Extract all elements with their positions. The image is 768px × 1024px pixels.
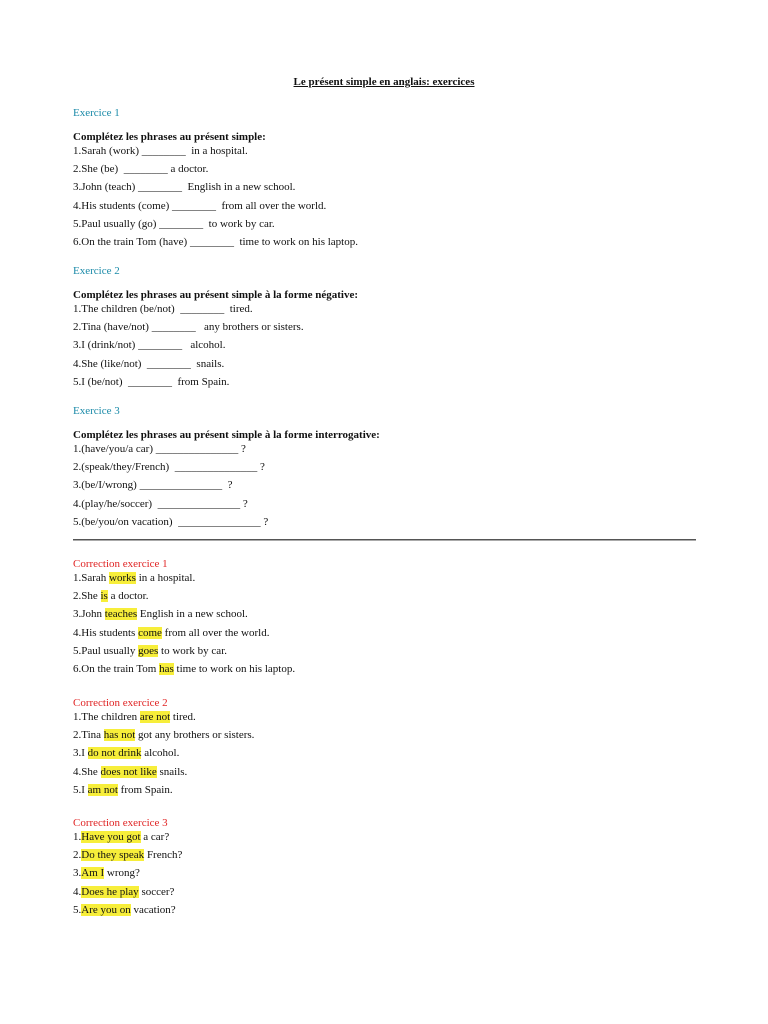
- correction-line: 1.The children are not tired.: [73, 711, 196, 723]
- answer-highlight: am not: [87, 783, 118, 796]
- exercise-instruction: Complétez les phrases au présent simple:: [73, 131, 266, 143]
- exercise-heading: Exercice 1: [73, 107, 120, 119]
- answer-highlight: works: [109, 572, 136, 584]
- correction-line: 2.Do they speak French?: [73, 849, 183, 862]
- correction-line: 2.Tina has not got any brothers or sisters.: [73, 729, 255, 742]
- exercise-line: 1.The children (be/not) ________ tired.: [73, 303, 253, 315]
- correction-heading: Correction exercice 2: [73, 697, 168, 709]
- exercise-line: 1.(have/you/a car) _______________ ?: [73, 443, 246, 455]
- correction-line: 1.Sarah works in a hospital.: [73, 572, 196, 584]
- answer-highlight: Do they speak: [81, 849, 145, 862]
- exercise-instruction: Complétez les phrases au présent simple à la forme négative:: [73, 289, 359, 301]
- correction-3: [73, 816, 713, 921]
- answer-highlight: has: [159, 662, 174, 675]
- answer-highlight: Are you on: [81, 903, 131, 916]
- correction-line: 4.His students come from all over the world.: [73, 626, 270, 639]
- correction-1: [73, 557, 713, 680]
- answer-highlight: goes: [138, 644, 159, 657]
- exercise-heading: Exercice 3: [73, 405, 120, 417]
- exercise-line: 4.She (like/not) ________ snails.: [73, 357, 225, 370]
- correction-line: 6.On the train Tom has time to work on his laptop.: [73, 662, 296, 675]
- correction-line: 4.Does he play soccer?: [73, 885, 175, 898]
- correction-heading: Correction exercice 3: [73, 817, 168, 829]
- answer-highlight: has not: [103, 729, 136, 742]
- correction-line: 5.Paul usually goes to work by car.: [73, 644, 227, 657]
- exercise-line: 2.(speak/they/French) _______________ ?: [73, 461, 265, 474]
- answer-highlight: Does he play: [81, 885, 139, 898]
- exercise-line: 2.She (be) ________ a doctor.: [73, 163, 209, 176]
- exercise-line: 1.Sarah (work) ________ in a hospital.: [73, 145, 248, 157]
- exercise-line: 4.His students (come) ________ from all over the world.: [73, 199, 327, 212]
- correction-line: 3.John teaches English in a new school.: [73, 608, 248, 621]
- correction-line: 3.I do not drink alcohol.: [73, 747, 180, 760]
- exercise-line: 6.On the train Tom (have) ________ time to work on his laptop.: [73, 235, 358, 248]
- exercise-line: 3.John (teach) ________ English in a new school.: [73, 181, 296, 194]
- exercise-1: [73, 106, 713, 253]
- correction-heading: Correction exercice 1: [73, 558, 168, 570]
- exercise-line: 5.Paul usually (go) ________ to work by car.: [73, 217, 275, 230]
- exercise-3: [73, 404, 713, 533]
- answer-highlight: is: [100, 590, 108, 603]
- correction-line: 3.Am I wrong?: [73, 867, 140, 880]
- exercise-line: 2.Tina (have/not) ________ any brothers or sisters.: [73, 321, 304, 334]
- exercise-line: 3.I (drink/not) ________ alcohol.: [73, 339, 226, 352]
- answer-highlight: come: [138, 626, 162, 639]
- exercise-line: 4.(play/he/soccer) _______________ ?: [73, 497, 248, 510]
- exercise-line: 5.(be/you/on vacation) _______________ ?: [73, 515, 269, 528]
- page-title: Le présent simple en anglais: exercices: [293, 76, 475, 88]
- answer-highlight: Am I: [81, 867, 105, 880]
- exercise-line: 5.I (be/not) ________ from Spain.: [73, 375, 230, 388]
- exercise-instruction: Complétez les phrases au présent simple à la forme interrogative:: [73, 429, 380, 441]
- correction-line: 2.She is a doctor.: [73, 590, 149, 603]
- answer-highlight: do not drink: [87, 747, 142, 760]
- correction-line: 4.She does not like snails.: [73, 765, 188, 778]
- answer-highlight: Have you got: [81, 831, 141, 843]
- exercise-heading: Exercice 2: [73, 265, 120, 277]
- exercise-2: [73, 264, 713, 393]
- answer-highlight: teaches: [104, 608, 138, 621]
- answer-highlight: does not like: [100, 765, 157, 778]
- exercise-line: 3.(be/I/wrong) _______________ ?: [73, 479, 233, 492]
- correction-2: [73, 696, 713, 801]
- answer-highlight: are not: [139, 711, 171, 723]
- correction-line: 1.Have you got a car?: [73, 831, 170, 843]
- section-divider: [73, 539, 696, 541]
- correction-line: 5.Are you on vacation?: [73, 903, 176, 916]
- correction-line: 5.I am not from Spain.: [73, 783, 173, 796]
